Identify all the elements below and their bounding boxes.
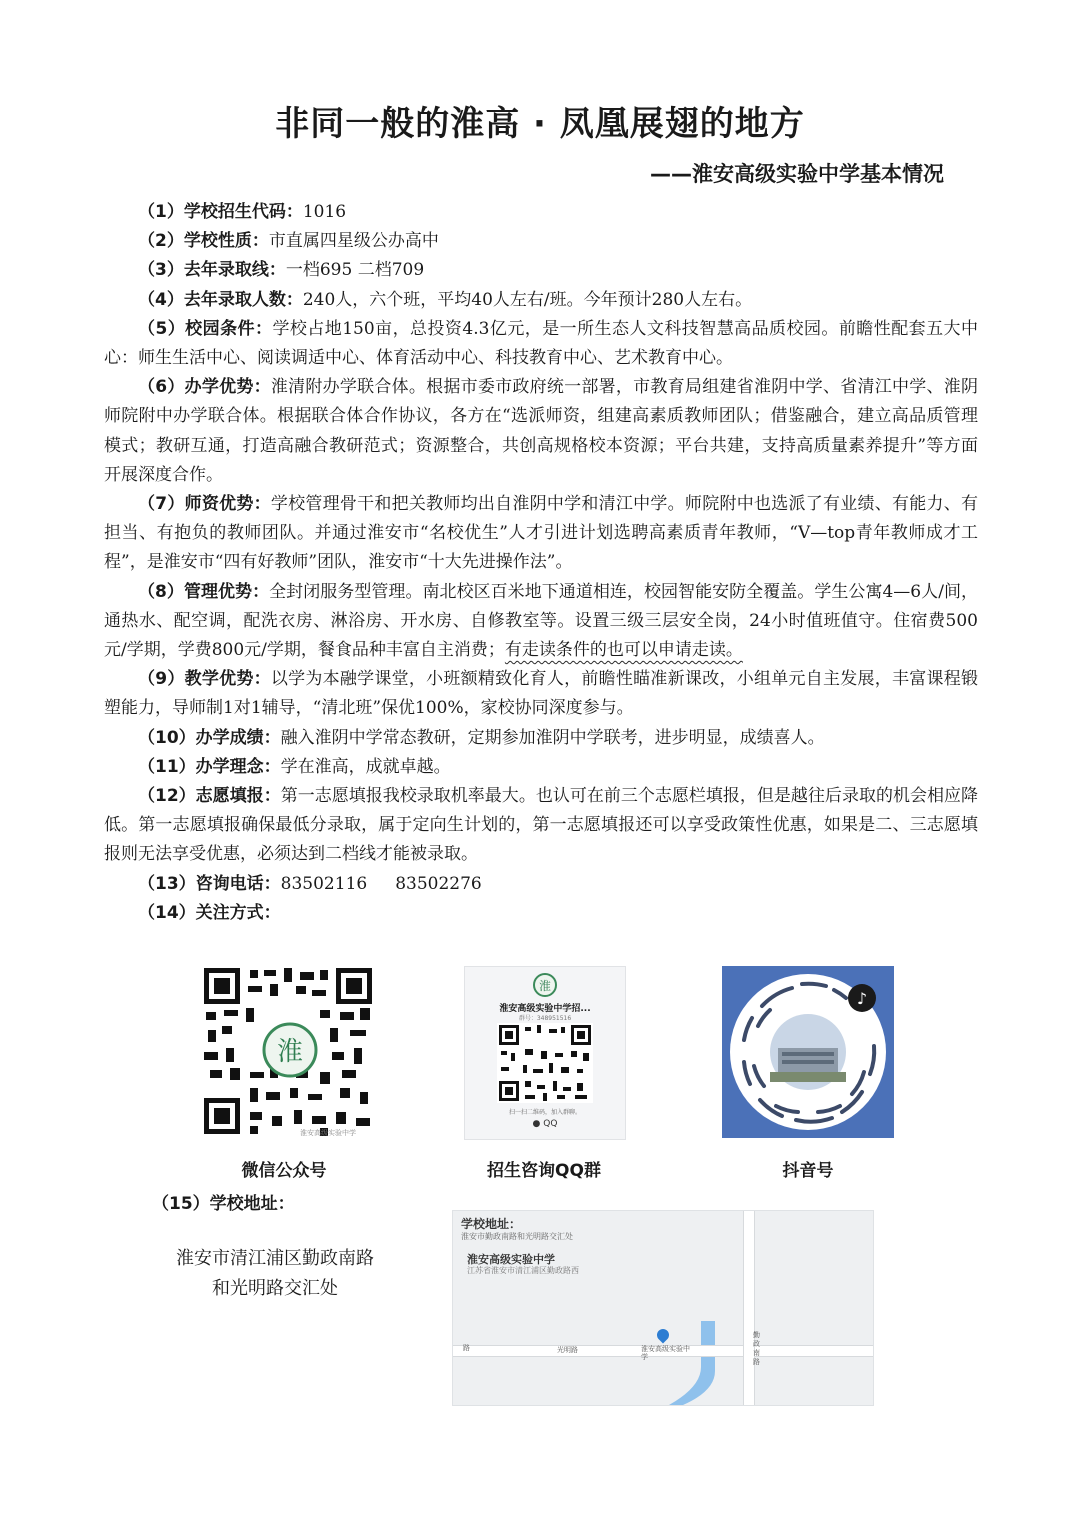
info-list xyxy=(104,198,978,928)
section-campus xyxy=(104,315,978,373)
section-label: （7）师资优势： xyxy=(138,494,271,515)
section-teaching-advantage xyxy=(104,665,978,723)
section-management-advantage xyxy=(104,578,978,666)
map-road-qinzheng xyxy=(743,1211,755,1405)
penguin-icon: ● xyxy=(532,1119,541,1129)
map-road-label-qinzheng: 勤政南路 xyxy=(753,1331,760,1366)
address-label-text: （15）学校地址： xyxy=(152,1194,295,1214)
wechat-qr-code[interactable] xyxy=(200,966,380,1142)
wechat-watermark: 淮安高级实验中学 xyxy=(300,1129,356,1137)
qq-qr-icon xyxy=(497,1023,593,1103)
douyin-caption: 抖音号 xyxy=(782,1161,834,1181)
section-school-advantage xyxy=(104,373,978,490)
section-text: 学校占地150亩，总投资4.3亿元，是一所生态人文科技智慧高品质校园。前瞻性配套五大中心：师生生活中心、阅读调适中心、体育活动中心、科技教育中心、艺术教育中心。 xyxy=(104,318,978,369)
douyin-code-icon xyxy=(722,966,894,1138)
douyin-code[interactable] xyxy=(722,966,894,1138)
qq-caption: 招生咨询QQ群 xyxy=(487,1161,601,1181)
section-admission-count xyxy=(104,286,978,315)
svg-text:淮: 淮 xyxy=(538,979,552,993)
qq-group-number: 群号：348951516 xyxy=(518,1015,572,1022)
map-title: 学校地址： xyxy=(461,1217,522,1231)
section-label: （14）关注方式： xyxy=(138,902,281,923)
section-text: 第一志愿填报我校录取机率最大。也认可在前三个志愿栏填报，但是越往后录取的机会相应降低。第一志愿填报确保最低分录取，属于定向生计划的，第一志愿填报还可以享受政策性优惠，如果是二、三志愿填报则无法享受优惠，必须达到二档线才能被录取。 xyxy=(104,786,978,865)
section-label: （4）去年录取人数： xyxy=(138,289,303,310)
qq-group-name: 淮安高级实验中学招... xyxy=(499,1004,591,1014)
section-label: （13）咨询电话： xyxy=(138,873,281,894)
section-text: 学在淮高，成就卓越。 xyxy=(280,756,451,777)
map-marker-label: 淮安高级实验中学 xyxy=(641,1345,690,1361)
map-road-label-guangming: 光明路 xyxy=(557,1346,578,1354)
section-text: 以学为本融学课堂，小班额精致化育人，前瞻性瞄准新课改，小组单元自主发展，丰富课程锻塑能力，导师制1对1辅导，“清北班”保优100%，家校协同深度参与。 xyxy=(104,669,978,719)
map-place-address: 江苏省淮安市清江浦区勤政路西 xyxy=(467,1266,579,1275)
section-text: 一档695 二档709 xyxy=(285,260,425,281)
section-text: 融入淮阴中学常态教研，定期参加淮阴中学联考，进步明显，成绩喜人。 xyxy=(280,727,825,748)
map-river xyxy=(453,1211,873,1405)
section-label: （9）教学优势： xyxy=(138,669,271,690)
svg-text:淮: 淮 xyxy=(276,1037,304,1067)
section-text: 全封闭服务型管理。南北校区百米地下通道相连，校园智能安防全覆盖。学生公寓4—6人/间，通热水、配空调，配洗衣房、淋浴房、开水房、自修教室等。设置三级三层安全岗，24小时值班值守。住宿费500元/学期，学费800元/学期，餐食品种丰富自主消费； xyxy=(104,581,978,661)
phone-number-2: 83502276 xyxy=(395,873,482,894)
map-place-name: 淮安高级实验中学 xyxy=(467,1253,555,1266)
address-line-1: 淮安市清江浦区勤政南路 xyxy=(176,1248,374,1269)
section-label: （12）志愿填报： xyxy=(138,786,281,807)
phone-number-1: 83502116 xyxy=(280,873,368,894)
school-logo-icon xyxy=(525,973,565,997)
page-subtitle: ——淮安高级实验中学基本情况 xyxy=(650,162,944,186)
address-label xyxy=(152,1189,295,1214)
section-label: （11）办学理念： xyxy=(138,756,281,777)
section-label: （6）办学优势： xyxy=(138,377,271,398)
section-label: （8）管理优势： xyxy=(138,581,270,602)
address-line-2: 和光明路交汇处 xyxy=(212,1278,338,1299)
qq-brand-label: QQ xyxy=(543,1119,558,1129)
section-label: （3）去年录取线： xyxy=(138,260,286,281)
section-enrollment-code xyxy=(104,198,978,227)
qq-group-card[interactable] xyxy=(464,966,626,1140)
section-text: 1016 xyxy=(302,202,347,222)
section-text: 市直属四星级公办高中 xyxy=(268,231,439,252)
section-label: （10）办学成绩： xyxy=(138,727,281,748)
map-subtitle: 淮安市勤政南路和光明路交汇处 xyxy=(461,1232,573,1241)
section-teacher-advantage xyxy=(104,490,978,578)
section-school-nature xyxy=(104,227,978,256)
svg-text:♪: ♪ xyxy=(856,989,868,1008)
section-text: 240人，六个班，平均40人左右/班。今年预计280人左右。 xyxy=(302,289,753,310)
section-follow xyxy=(104,899,978,928)
map-road-label-left: 路 xyxy=(463,1344,470,1352)
section-phone xyxy=(104,870,978,899)
school-map[interactable] xyxy=(452,1210,874,1406)
page-title: 非同一般的淮高 · 凤凰展翅的地方 xyxy=(275,104,805,144)
address-text xyxy=(140,1244,410,1304)
section-text: 淮清附办学联合体。根据市委市政府统一部署，市教育局组建省淮阴中学、省清江中学、淮阴师院附中办学联合体。根据联合体合作协议，各方在“选派师资，组建高素质教师团队；借鉴融合，建立高品质管理模式；教研互通，打造高融合教研范式；资源整合，共创高规格校本资源；平台共建，支持高质量素养提升”等方面开展深度合作。 xyxy=(104,377,978,485)
section-underlined-text: 有走读条件的也可以申请走读。 xyxy=(504,640,743,661)
wechat-qr-icon xyxy=(200,966,380,1142)
section-label: （2）学校性质： xyxy=(138,231,269,252)
section-application xyxy=(104,782,978,870)
section-label: （1）学校招生代码： xyxy=(138,202,303,222)
qq-brand xyxy=(521,1119,569,1129)
section-text: 学校管理骨干和把关教师均出自淮阴中学和清江中学。师院附中也选派了有业绩、有能力、有担当、有抱负的教师团队。并通过淮安市“名校优生”人才引进计划选聘高素质青年教师，“V—top青年教师成才工程”，是淮安市“四有好教师”团队，淮安市“十大先进操作法”。 xyxy=(104,494,978,573)
wechat-caption: 微信公众号 xyxy=(241,1161,327,1181)
section-philosophy xyxy=(104,753,978,782)
section-label: （5）校园条件： xyxy=(138,318,273,339)
qq-scan-text: 扫一扫二维码，加入群聊。 xyxy=(508,1109,581,1116)
section-results xyxy=(104,724,978,753)
section-cutoff-score xyxy=(104,256,978,285)
